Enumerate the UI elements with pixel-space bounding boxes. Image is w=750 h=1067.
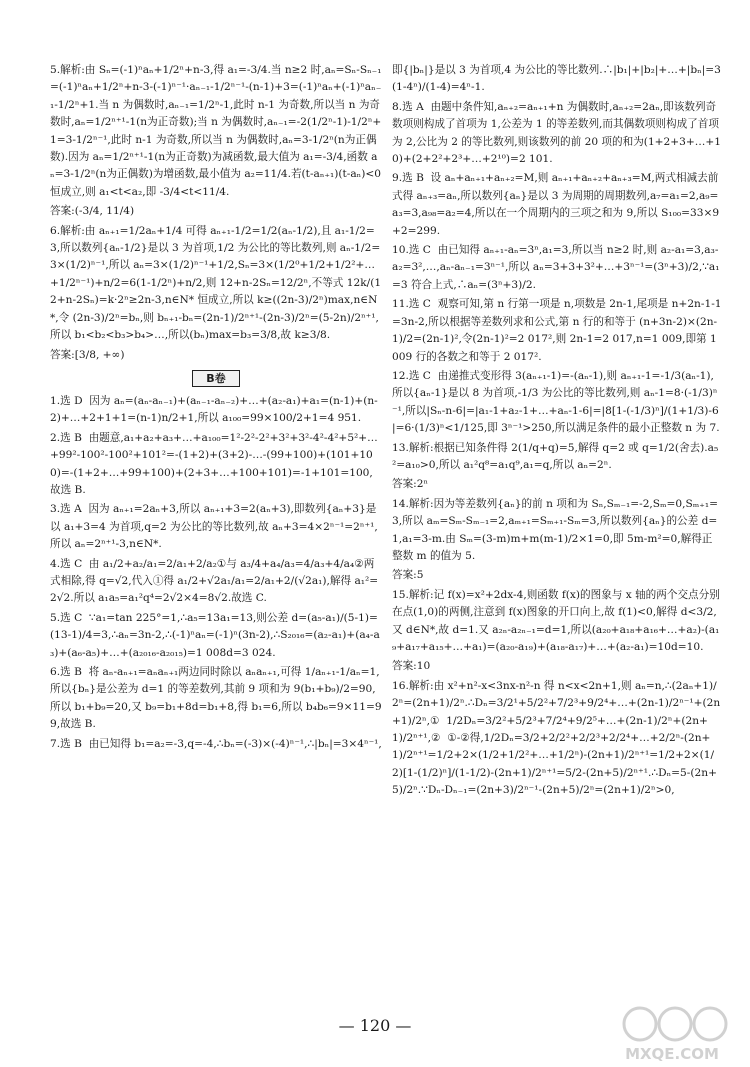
solution-6: 6.解析:由 aₙ₊₁=1/2aₙ+1/4 可得 aₙ₊₁-1/2=1/2(aₙ-1/2),且 a₁-1/2=3,所以数列{aₙ-1/2}是以 3 为首项,1/2 为公比的等比数列,则 aₙ-1/2=3×(1/2)ⁿ⁻¹,所以 aₙ=3×(1/2)ⁿ⁻¹+1/2,Sₙ=3×(1/2⁰+1/2+1/2²+…+1/2ⁿ⁻¹)+n/2=6(1-1/2ⁿ)+n/2,则 12+n-2Sₙ=12/2ⁿ,不等式 12k/(12+n-2Sₙ)=k·2ⁿ≥2n-3,n∈N* 恒成立,所以 k≥((2n-3)/2ⁿ)max,n∈N*,令 (2n-3)/2ⁿ=bₙ,则 bₙ₊₁-bₙ=(2n-1)/2ⁿ⁺¹-(2n-3)/2ⁿ=(5-2n)/2ⁿ⁺¹,所以 b₁<b₂<b₃>b₄>…,所以(bₙ)max=b₃=3/8,故 k≥3/8. — [50, 224, 382, 342]
b-solution-6: 6.选 B 将 aₙ-aₙ₊₁=aₙaₙ₊₁两边同时除以 aₙaₙ₊₁,可得 1/aₙ₊₁-1/aₙ=1,所以{bₙ}是公差为 d=1 的等差数列,其前 9 项和为 9(b₁+b₉)/2=90,所以 b₁+b₉=20,又 b₉=b₁+8d=b₁+8,得 b₁=6,所以 b₄b₆=9×11=99,故选 B. — [50, 666, 382, 731]
b-solution-15: 15.解析:记 f(x)=x²+2dx-4,则函数 f(x)的图象与 x 轴的两个交点分别在点(1,0)的两侧,注意到 f(x)图象的开口向上,故 f(1)<0,解得 d<3/2,又 d∈N*,故 d=1.又 a₂ₙ-a₂ₙ₋₁=d=1,所以(a₂₀+a₁₈+a₁₆+…+a₂)-(a₁₉+a₁₇+a₁₅+…+a₁)=(a₂₀-a₁₉)+(a₁₈-a₁₇)+…+(a₂-a₁)=10d=10. — [392, 588, 720, 653]
b-solution-7-cont: 即{|bₙ|}是以 3 为首项,4 为公比的等比数列.∴|b₁|+|b₂|+…+|bₙ|=3(1-4ⁿ)/(1-4)=4ⁿ-1. — [392, 64, 721, 94]
b-solution-12: 12.选 C 由递推式变形得 3(aₙ₊₁-1)=-(aₙ-1),则 aₙ₊₁-1=-1/3(aₙ-1),所以{aₙ-1}是以 8 为首项,-1/3 为公比的等比数列,则 aₙ-1=8·(-1/3)ⁿ⁻¹,所以|Sₙ-n-6|=|a₁-1+a₂-1+…+aₙ-1-6|=|8[1-(-1/3)ⁿ]/(1+1/3)-6|=6·(1/3)ⁿ<1/125,即 3ⁿ⁻¹>250,所以满足条件的最小正整数 n 为 7. — [392, 369, 720, 435]
b-solution-1: 1.选 D 因为 aₙ=(aₙ-aₙ₋₁)+(aₙ₋₁-aₙ₋₂)+…+(a₂-a₁)+a₁=(n-1)+(n-2)+…+2+1+1=(n-1)n/2+1,所以 a₁₀₀=99×100/2+1=4 951. — [50, 394, 378, 425]
answer-13: 答案:2ⁿ — [392, 478, 429, 491]
answer-14: 答案:5 — [392, 569, 424, 582]
b-solution-13: 13.解析:根据已知条件得 2(1/q+q)=5,解得 q=2 或 q=1/2(舍去).a₅²=a₁₀>0,所以 a₁²q⁸=a₁q⁹,a₁=q,所以 aₙ=2ⁿ. — [392, 441, 719, 471]
answer-5: 答案:(-3/4, 11/4) — [50, 205, 135, 218]
b-solution-8: 8.选 A 由题中条件知,aₙ₊₂=aₙ₊₁+n 为偶数时,aₙ₊₂=2aₙ,即该数列奇数项则构成了首项为 1,公差为 1 的等差数列,而其偶数项则构成了首项为 2,公比为 2 的等比数列,则该数列的前 20 项的和为(1+2+3+…+10)+(2+2²+2³+…+2¹⁰)=2 101. — [392, 100, 722, 166]
b-solution-3: 3.选 A 因为 aₙ₊₁=2aₙ+3,所以 aₙ₊₁+3=2(aₙ+3),即数列{aₙ+3}是以 a₁+3=4 为首项,q=2 为公比的等比数列,故 aₙ+3=4×2ⁿ⁻¹=2ⁿ⁺¹,所以 aₙ=2ⁿ⁺¹-3,n∈N*. — [50, 503, 378, 551]
right-column — [392, 62, 722, 802]
b-solution-5: 5.选 C ∵a₁=tan 225°=1,∴a₅=13a₁=13,则公差 d=(a₅-a₁)/(5-1)=(13-1)/4=3,∴aₙ=3n-2,∴(-1)ⁿaₙ=(-1)ⁿ(3n-2),∴S₂₀₁₆=(a₂-a₁)+(a₄-a₃)+(a₆-a₅)+…+(a₂₀₁₆-a₂₀₁₅)=1 008d=3 024. — [50, 611, 380, 659]
b-solution-2: 2.选 B 由题意,a₁+a₂+a₃+…+a₁₀₀=1²-2²-2²+3²+3²-4²-4²+5²+…+99²-100²-100²+101²=-(1+2)+(3+2)-…-(99+100)+(101+100)=-(1+2+…+99+100)+(2+3+…+100+101)=-1+101=100,故选 B. — [50, 431, 378, 496]
b-solution-4: 4.选 C 由 a₁/2+a₂/a₁=2/a₁+2/a₂①与 a₃/4+a₄/a₃=4/a₃+4/a₄②两式相除,得 q=√2,代入①得 a₁/2+√2a₁/a₁=2/a₁+2/(√2a₁),解得 a₁²=2√2.所以 a₁a₅=a₁²q⁴=2√2×4=8√2.故选 C. — [50, 557, 379, 605]
b-solution-9: 9.选 B 设 aₙ+aₙ₊₁+aₙ₊₂=M,则 aₙ₊₁+aₙ₊₂+aₙ₊₃=M,两式相减去前式得 aₙ₊₃=aₙ,所以数列{aₙ}是以 3 为周期的周期数列,a₇=a₁=2,a₉=a₃=3,a₉₈=a₂=4,所以在一个周期内的三项之和为 9,所以 S₁₀₀=33×9+2=299. — [392, 172, 720, 237]
watermark-logo — [600, 1002, 745, 1064]
answer-15: 答案:10 — [392, 660, 431, 673]
solution-5: 5.解析:由 Sₙ=(-1)ⁿaₙ+1/2ⁿ+n-3,得 a₁=-3/4.当 n≥2 时,aₙ=Sₙ-Sₙ₋₁=(-1)ⁿaₙ+1/2ⁿ+n-3-(-1)ⁿ⁻¹·aₙ₋₁-1/2ⁿ⁻¹-(n-1)+3=(-1)ⁿaₙ+(-1)ⁿaₙ₋₁-1/2ⁿ+1.当 n 为偶数时,aₙ₋₁=1/2ⁿ-1,此时 n-1 为奇数,所以当 n 为奇数时,aₙ=1/2ⁿ⁺¹-1(n为正奇数);当 n 为偶数时,aₙ₋₁=-2(1/2ⁿ-1)-1/2ⁿ+1=3-1/2ⁿ⁻¹,此时 n-1 为奇数,所以当 n 为偶数时,aₙ=3-1/2ⁿ(n为正偶数).因为 aₙ=1/2ⁿ⁺¹-1(n为正奇数)为减函数,最大值为 a₁=-3/4,函数 aₙ=3-1/2ⁿ(n为正偶数)为增函数,最小值为 a₂=11/4.若(t-aₙ₊₁)(t-aₙ)<0 恒成立,则 a₁<t<a₂,即 -3/4<t<11/4. — [50, 64, 385, 198]
b-solution-16: 16.解析:由 x²+n²-x<3nx-n²-n 得 n<x<2n+1,则 aₙ=n,∴(2aₙ+1)/2ⁿ=(2n+1)/2ⁿ.∴Dₙ=3/2¹+5/2²+7/2³+9/2⁴+…+(2n-1)/2ⁿ⁻¹+(2n+1)/2ⁿ,① 1/2Dₙ=3/2²+5/2³+7/2⁴+9/2⁵+…+(2n-1)/2ⁿ+(2n+1)/2ⁿ⁺¹,② ①-②得,1/2Dₙ=3/2+2/2²+2/2³+2/2⁴+…+2/2ⁿ-(2n+1)/2ⁿ⁺¹=1/2+2×(1/2+1/2²+…+1/2ⁿ)-(2n+1)/2ⁿ⁺¹=1/2+2×(1/2)[1-(1/2)ⁿ]/(1-1/2)-(2n+1)/2ⁿ⁺¹=5/2-(2n+5)/2ⁿ⁺¹.∴Dₙ=5-(2n+5)/2ⁿ.∵Dₙ-Dₙ₋₁=(2n+3)/2ⁿ⁻¹-(2n+5)/2ⁿ=(2n+1)/2ⁿ>0, — [392, 679, 721, 797]
section-b-label: B卷 — [192, 370, 240, 387]
left-column — [50, 62, 385, 755]
b-solution-11: 11.选 C 观察可知,第 n 行第一项是 n,项数是 2n-1,尾项是 n+2n-1-1=3n-2,所以根据等差数列求和公式,第 n 行的和等于 (n+3n-2)×(2n-1)/2=(2n-1)²,令(2n-1)²=2 017²,则 2n-1=2 017,n=1 009,即第 1 009 行的各数之和等于 2 017². — [392, 298, 722, 363]
answer-6: 答案:[3/8, +∞) — [50, 348, 125, 361]
b-solution-14: 14.解析:因为等差数列{aₙ}的前 n 项和为 Sₙ,Sₘ₋₁=-2,Sₘ=0,Sₘ₊₁=3,所以 aₘ=Sₘ-Sₘ₋₁=2,aₘ₊₁=Sₘ₊₁-Sₘ=3,所以数列{aₙ}的公差 d=1,a₁=3-m.由 Sₘ=(3-m)m+m(m-1)/2×1=0,即 5m-m²=0,解得正整数 m 的值为 5. — [392, 497, 719, 562]
b-solution-10: 10.选 C 由已知得 aₙ₊₁-aₙ=3ⁿ,a₁=3,所以当 n≥2 时,则 a₂-a₁=3,a₃-a₂=3²,…,aₙ-aₙ₋₁=3ⁿ⁻¹,所以 aₙ=3+3+3²+…+3ⁿ⁻¹=(3ⁿ+3)/2,∵a₁=3 符合上式,∴aₙ=(3ⁿ+3)/2. — [392, 244, 720, 291]
watermark-text: MXQE.COM — [625, 1045, 719, 1063]
b-solution-7: 7.选 B 由已知得 b₁=a₂=-3,q=-4,∴bₙ=(-3)×(-4)ⁿ⁻¹,∴|bₙ|=3×4ⁿ⁻¹, — [50, 737, 382, 750]
page-number: — 120 — — [338, 1016, 412, 1035]
